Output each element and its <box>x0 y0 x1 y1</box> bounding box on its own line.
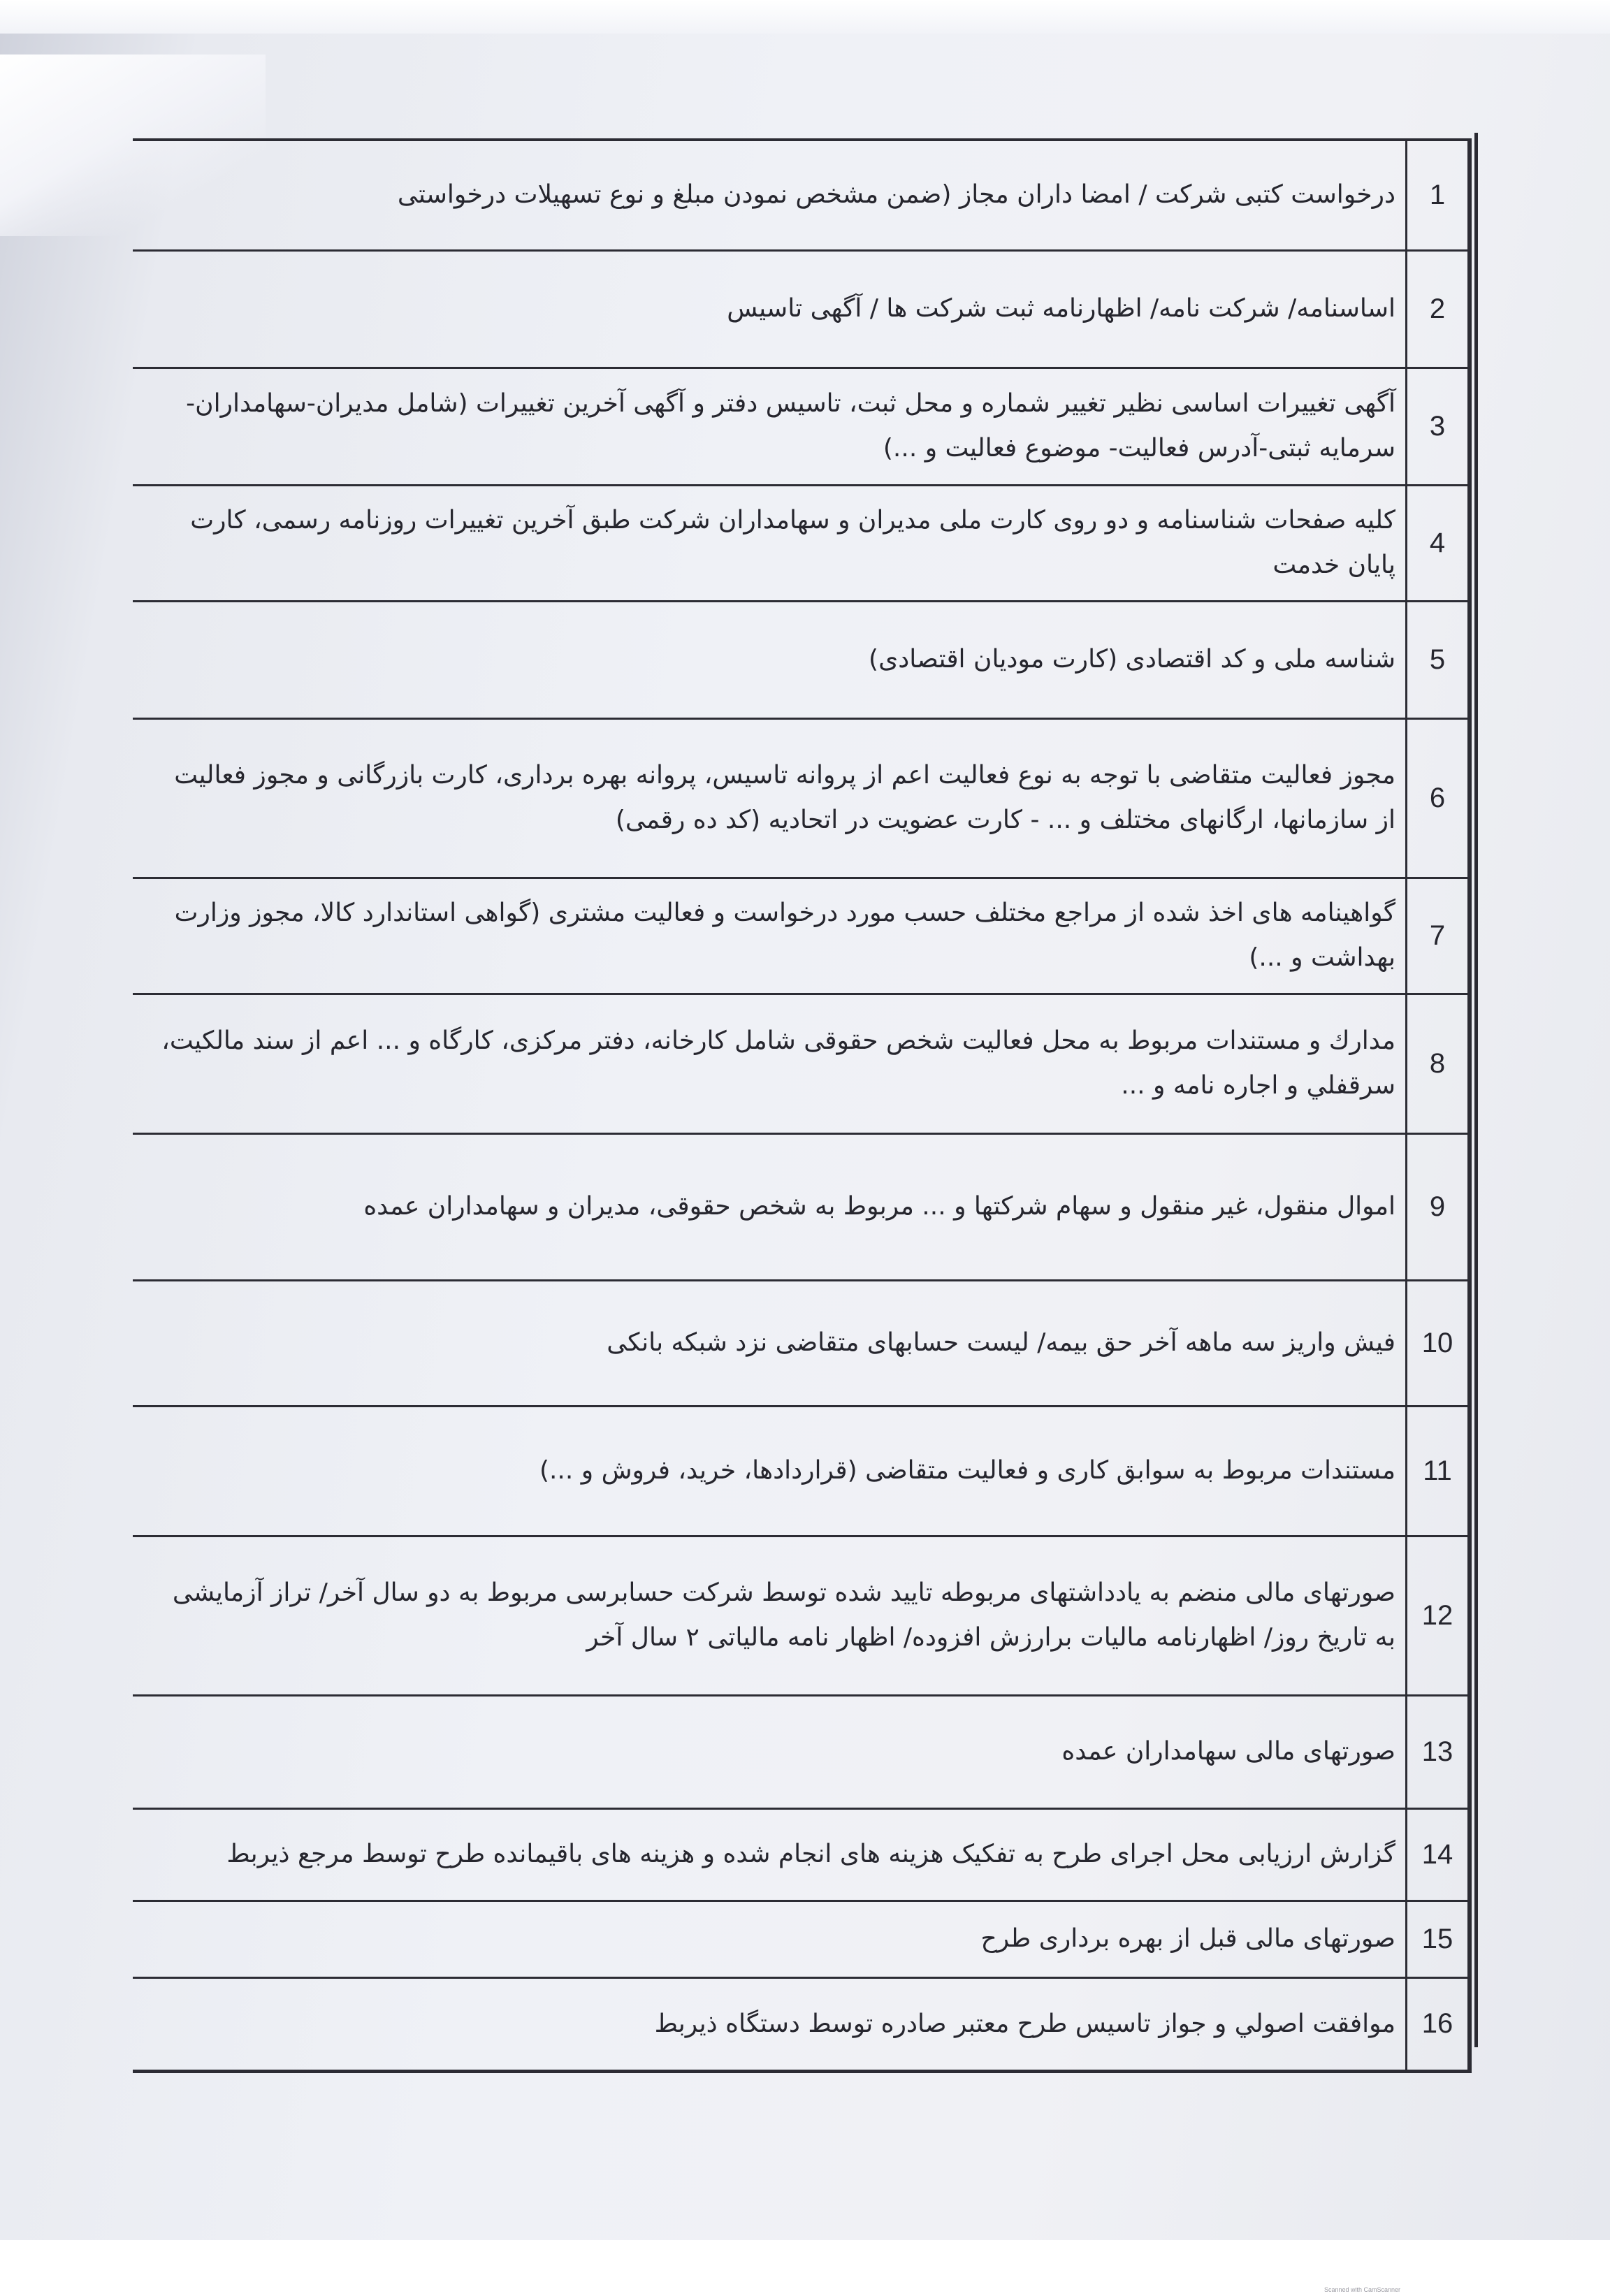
requirements-table <box>133 138 1472 2073</box>
row-text: مستندات مربوط به سوابق کاری و فعالیت متقاضی (قراردادها، خرید، فروش و ...) <box>133 1406 1407 1536</box>
row-number: 16 <box>1407 1977 1470 2071</box>
table-row <box>133 485 1470 601</box>
row-text: موافقت اصولي و جواز تاسیس طرح معتبر صادره توسط دستگاه ذیربط <box>133 1977 1407 2071</box>
row-text: گزارش ارزیابی محل اجرای طرح به تفکیک هزینه های انجام شده و هزینه های باقیمانده طرح توسط مرجع ذیربط <box>133 1808 1407 1901</box>
row-number: 3 <box>1407 368 1470 485</box>
row-text: مجوز فعالیت متقاضی با توجه به نوع فعالیت اعم از پروانه تاسیس، پروانه بهره برداری، کارت بازرگانی و مجوز فعالیت از سازمانها، ارگانهای مختلف و ... - کارت عضویت در اتحادیه (کد ده رقمی) <box>133 718 1407 878</box>
row-number: 5 <box>1407 601 1470 718</box>
row-number: 1 <box>1407 140 1470 250</box>
row-text: کلیه صفحات شناسنامه و دو روی کارت ملی مدیران و سهامداران شرکت طبق آخرین تغییرات روزنامه رسمی، کارت پایان خدمت <box>133 485 1407 601</box>
row-text: مدارك و مستندات مربوط به محل فعالیت شخص حقوقی شامل کارخانه، دفتر مرکزی، کارگاه و ... اعم از سند مالکیت، سرقفلي و اجاره نامه و ... <box>133 994 1407 1133</box>
row-text: فیش واریز سه ماهه آخر حق بیمه/ لیست حسابهای متقاضی نزد شبکه بانکی <box>133 1280 1407 1406</box>
table-row <box>133 368 1470 485</box>
row-text: درخواست کتبی شرکت / امضا داران مجاز (ضمن مشخص نمودن مبلغ و نوع تسهیلات درخواستی <box>133 140 1407 250</box>
row-number: 10 <box>1407 1280 1470 1406</box>
row-text: اموال منقول، غیر منقول و سهام شرکتها و ... مربوط به شخص حقوقی، مدیران و سهامداران عمده <box>133 1133 1407 1280</box>
table-row <box>133 1536 1470 1695</box>
table-row <box>133 994 1470 1133</box>
row-text: صورتهای مالی سهامداران عمده <box>133 1695 1407 1808</box>
row-text: اساسنامه/ شرکت نامه/ اظهارنامه ثبت شرکت ها / آگهی تاسیس <box>133 250 1407 368</box>
row-number: 14 <box>1407 1808 1470 1901</box>
table-row <box>133 1695 1470 1808</box>
table-row <box>133 1406 1470 1536</box>
row-number: 2 <box>1407 250 1470 368</box>
row-text: صورتهای مالی منضم به یادداشتهای مربوطه تایید شده توسط شرکت حسابرسی مربوط به دو سال آخر/ تراز آزمایشی به تاریخ روز/ اظهارنامه مالیات برارزش افزوده/ اظهار نامه مالیاتی ۲ سال آخر <box>133 1536 1407 1695</box>
table-row <box>133 1977 1470 2071</box>
row-number: 9 <box>1407 1133 1470 1280</box>
table-row <box>133 1280 1470 1406</box>
row-text: آگهی تغییرات اساسی نظیر تغییر شماره و محل ثبت، تاسیس دفتر و آگهی آخرین تغییرات (شامل مدیران-سهامداران-سرمایه ثبتی-آدرس فعالیت- موضوع فعالیت و ...) <box>133 368 1407 485</box>
table-row <box>133 601 1470 718</box>
row-text: صورتهای مالی قبل از بهره برداری طرح <box>133 1901 1407 1977</box>
row-text: شناسه ملی و کد اقتصادی (کارت مودیان اقتصادی) <box>133 601 1407 718</box>
row-number: 8 <box>1407 994 1470 1133</box>
row-number: 15 <box>1407 1901 1470 1977</box>
row-number: 7 <box>1407 878 1470 994</box>
table-right-rule <box>1474 133 1478 2047</box>
table-row <box>133 878 1470 994</box>
scanner-footer-note: Scanned with CamScanner <box>1323 2286 1400 2293</box>
table-row <box>133 1901 1470 1977</box>
table-row <box>133 250 1470 368</box>
row-number: 11 <box>1407 1406 1470 1536</box>
table-row <box>133 1808 1470 1901</box>
row-number: 13 <box>1407 1695 1470 1808</box>
table-row <box>133 1133 1470 1280</box>
table-row <box>133 140 1470 250</box>
row-number: 12 <box>1407 1536 1470 1695</box>
row-number: 4 <box>1407 485 1470 601</box>
row-text: گواهینامه های اخذ شده از مراجع مختلف حسب مورد درخواست و فعالیت مشتری (گواهی استاندارد کالا، مجوز وزارت بهداشت و ...) <box>133 878 1407 994</box>
table-row <box>133 718 1470 878</box>
row-number: 6 <box>1407 718 1470 878</box>
